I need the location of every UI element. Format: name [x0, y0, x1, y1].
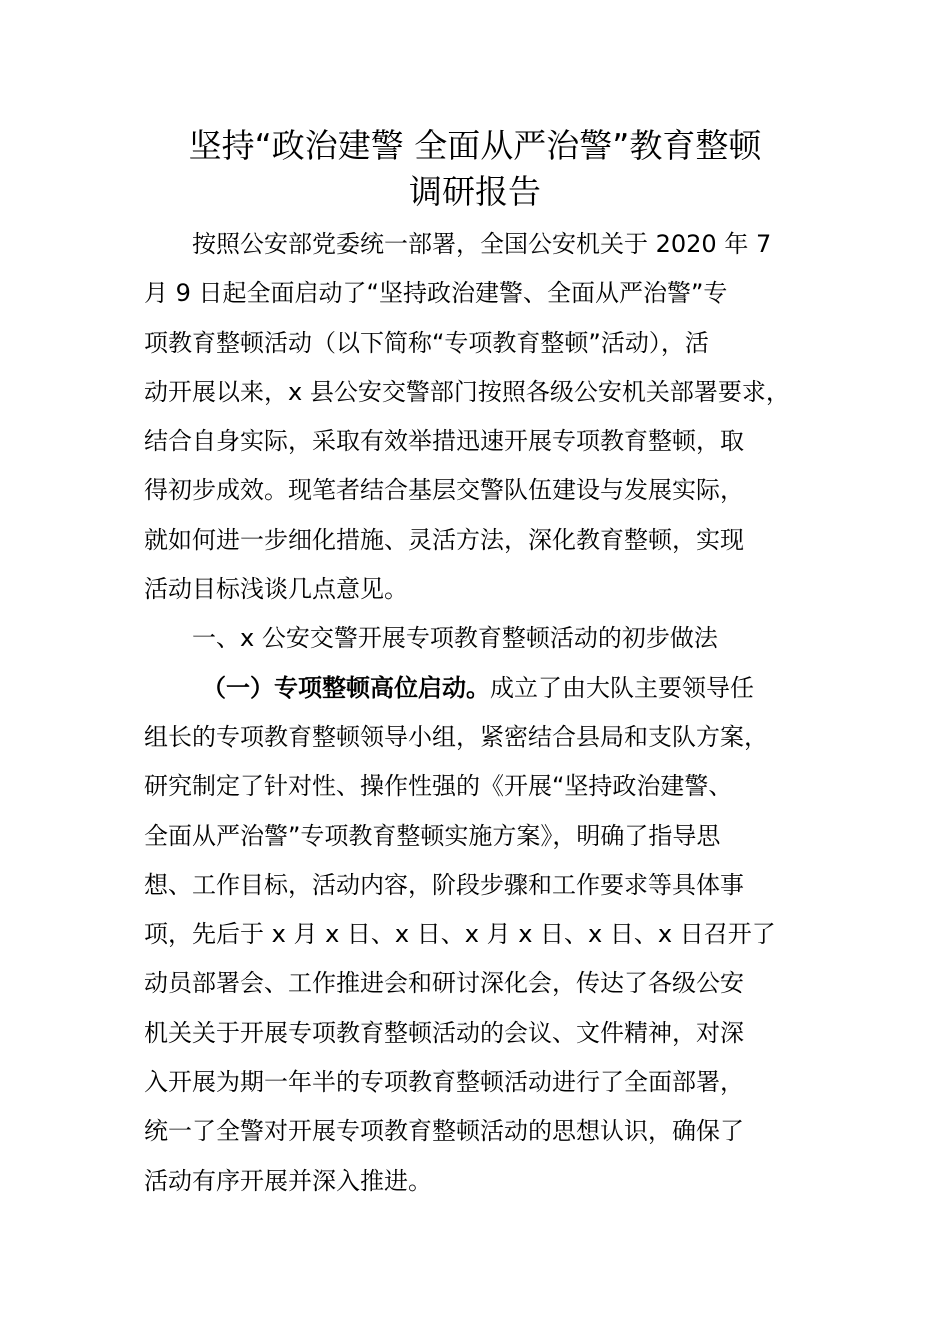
paragraph-line: 结合自身实际，采取有效举措迅速开展专项教育整顿，取 [144, 427, 744, 456]
title-line: 调研报告 [409, 172, 541, 211]
paragraph-line: 动员部署会、工作推进会和研讨深化会，传达了各级公安 [144, 969, 744, 998]
paragraph-line: 全面从严治警”专项教育整顿实施方案》，明确了指导思 [144, 821, 721, 850]
paragraph-line: 活动有序开展并深入推进。 [144, 1166, 432, 1195]
intro-paragraph [144, 220, 844, 614]
subsection-first-line-text: 成立了由大队主要领导任 [490, 673, 754, 702]
paragraph-line: 项教育整顿活动（以下简称“专项教育整顿”活动），活 [144, 328, 709, 357]
paragraph-line: 动开展以来，x 县公安交警部门按照各级公安机关部署要求， [144, 377, 790, 406]
paragraph-line: 月 9 日起全面启动了“坚持政治建警、全面从严治警”专 [144, 279, 728, 308]
subsection-first-line [144, 664, 844, 713]
paragraph-line: 想、工作目标，活动内容，阶段步骤和工作要求等具体事 [144, 870, 744, 899]
section-heading: 一、x 公安交警开展专项教育整顿活动的初步做法 [192, 624, 718, 653]
paragraph-line: 组长的专项教育整顿领导小组，紧密结合县局和支队方案， [144, 722, 768, 751]
document-body [144, 220, 844, 1206]
paragraph-line: 项，先后于 x 月 x 日、x 日、x 月 x 日、x 日、x 日召开了 [144, 920, 776, 949]
paragraph-line: 按照公安部党委统一部署，全国公安机关于 2020 年 7 [192, 230, 772, 258]
subsection-title: （一）专项整顿高位启动。 [202, 673, 490, 702]
paragraph-line: 就如何进一步细化措施、灵活方法，深化教育整顿，实现 [144, 525, 744, 554]
paragraph-line: 统一了全警对开展专项教育整顿活动的思想认识，确保了 [144, 1117, 744, 1146]
paragraph-line: 研究制定了针对性、操作性强的《开展“坚持政治建警、 [144, 772, 733, 801]
paragraph-line: 得初步成效。现笔者结合基层交警队伍建设与发展实际， [144, 476, 744, 505]
paragraph-line: 机关关于开展专项教育整顿活动的会议、文件精神，对深 [144, 1018, 744, 1047]
subsection-paragraph [144, 664, 844, 1206]
paragraph-line: 活动目标浅谈几点意见。 [144, 575, 408, 604]
document-title [110, 123, 840, 215]
paragraph-line: 入开展为期一年半的专项教育整顿活动进行了全面部署， [144, 1068, 744, 1097]
title-line: 坚持“政治建警 全面从严治警”教育整顿 [188, 126, 762, 165]
